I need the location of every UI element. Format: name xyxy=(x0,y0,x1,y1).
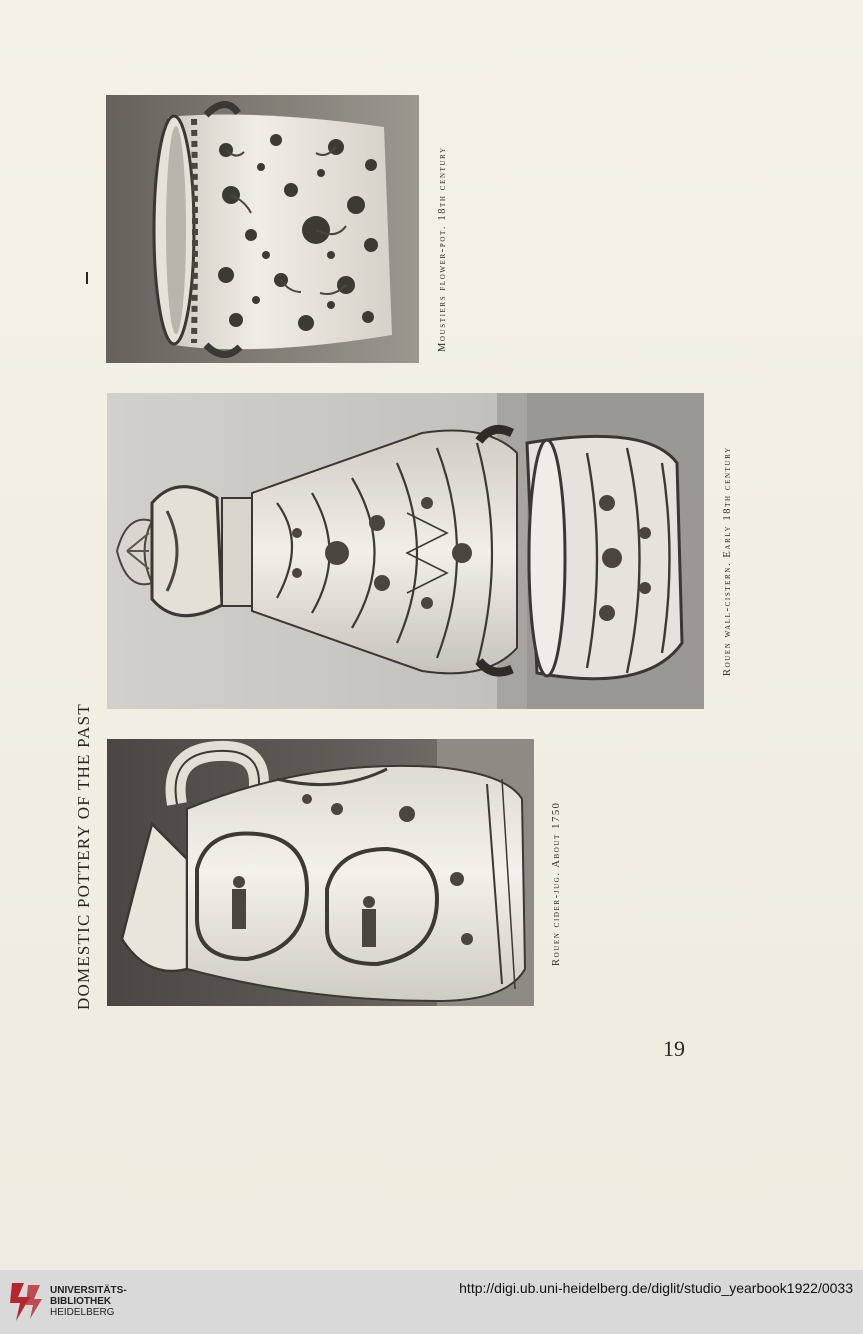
caption-moustiers-flower-pot: Moustiers flower-pot. 18th century xyxy=(437,146,448,352)
caption-rouen-wall-cistern: Rouen wall-cistern. Early 18th century xyxy=(722,446,733,676)
margin-mark xyxy=(86,272,88,284)
running-head: DOMESTIC POTTERY OF THE PAST xyxy=(74,703,93,1010)
source-url-link[interactable]: http://digi.ub.uni-heidelberg.de/diglit/studio_yearbook1922/0033 xyxy=(459,1280,853,1296)
cider-jug-photo xyxy=(107,739,534,1006)
library-name-line2: BIBLIOTHEK xyxy=(50,1296,112,1307)
library-name xyxy=(50,1285,127,1318)
library-logo-icon xyxy=(8,1279,44,1325)
plate-rouen-cider-jug xyxy=(107,739,534,1006)
caption-rouen-cider-jug: Rouen cider-jug. About 1750 xyxy=(551,801,562,966)
wall-cistern-photo xyxy=(107,393,704,709)
library-name-line1: UNIVERSITÄTS- xyxy=(50,1285,127,1296)
flower-pot-photo xyxy=(106,95,419,363)
plate-rouen-wall-cistern xyxy=(107,393,704,709)
digitization-footer xyxy=(0,1270,863,1334)
plate-moustiers-flower-pot xyxy=(106,95,419,363)
page-number: 19 xyxy=(663,1036,685,1061)
library-name-line3: HEIDELBERG xyxy=(50,1307,115,1318)
